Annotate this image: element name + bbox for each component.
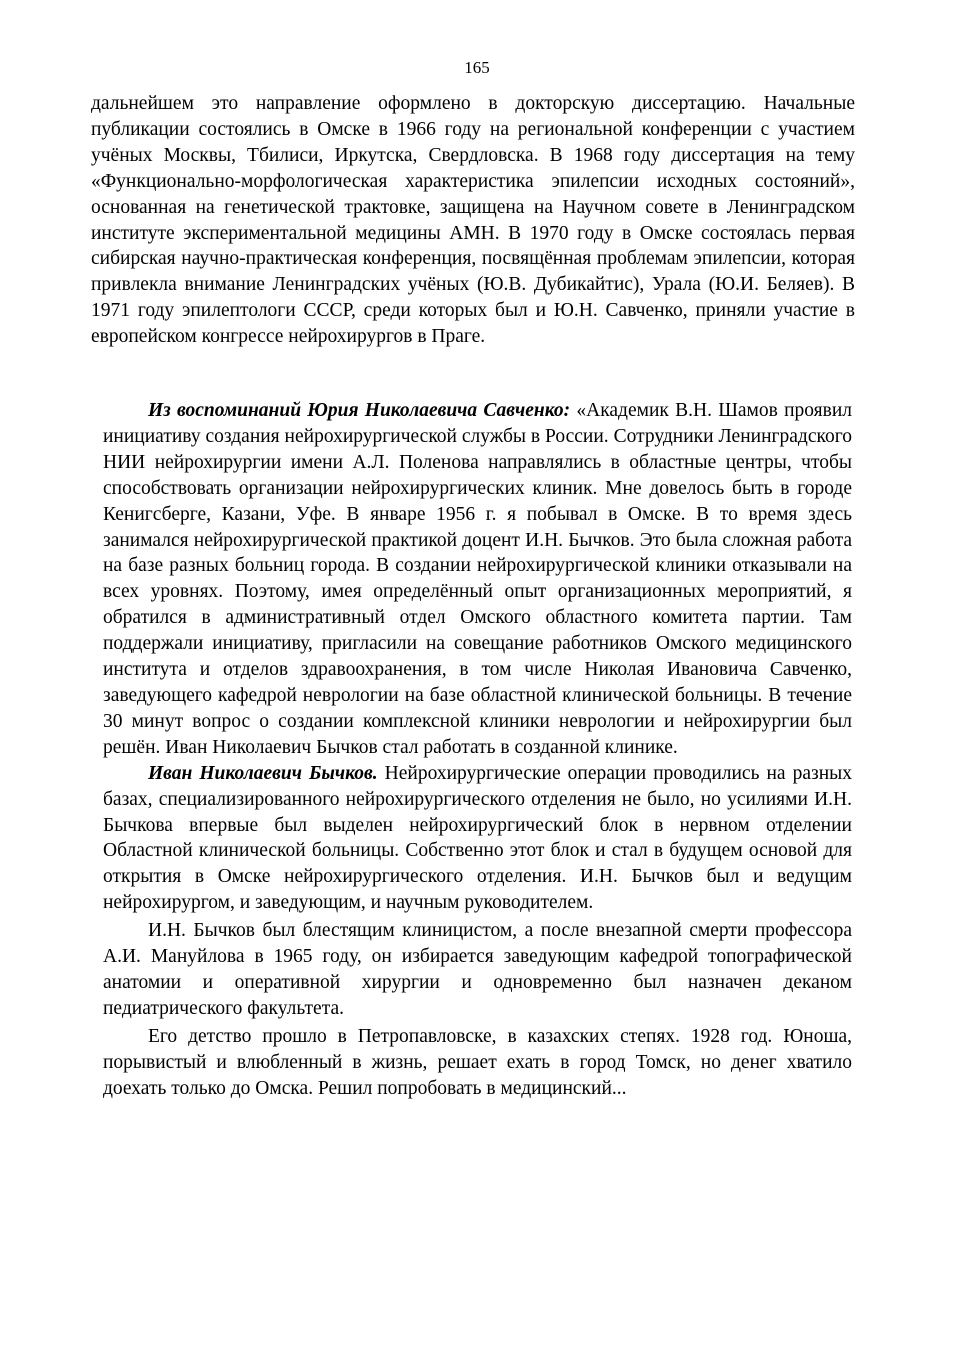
text-block-top <box>91 91 855 350</box>
paragraph-dissertation: дальнейшем это направление оформлено в докторскую диссертацию. Начальные публикации состоялись в Омске в 1966 году на региональной конференции с участием учёных Москвы, Тбилиси, Иркутска, Свердловска. В 1968 году диссертация на тему «Функционально-морфологическая характеристика эпилепсии исходных состояний», основанная на генетической трактовке, защищена на Научном совете в Ленинградском институте экспериментальной медицины АМН. В 1970 году в Омске состоялась первая сибирская научно-практическая конференция, посвящённая проблемам эпилепсии, которая привлекла внимание Ленинградских учёных (Ю.В. Дубикайтис), Урала (Ю.И. Беляев). В 1971 году эпилептологи СССР, среди которых был и Ю.Н. Савченко, приняли участие в европейском конгрессе нейрохирургов в Праге. <box>91 93 855 348</box>
text-block-memoirs <box>103 398 852 1101</box>
memoirs-text: «Академик В.Н. Шамов проявил инициативу создания нейрохирургической службы в России. Сотрудники Ленинградского НИИ нейрохирургии имени А.Л. Поленова направлялись в областные центры, чтобы способствовать организации нейрохирургических клиник. Мне довелось быть в городе Кенигсберге, Казани, Уфе. В январе 1956 г. я побывал в Омске. В то время здесь занимался нейрохирургической практикой доцент И.Н. Бычков. Это была сложная работа на базе разных больниц города. В создании нейрохирургической клиники отказывали на всех уровнях. Поэтому, имея определённый опыт организационных мероприятий, я обратился в административный отдел Омского областного комитета партии. Там поддержали инициативу, пригласили на совещание работников Омского медицинского института и отделов здравоохранения, в том числе Николая Ивановича Савченко, заведующего кафедрой неврологии на базе областной клинической больницы. В течение 30 минут вопрос о создании комплексной клиники неврологии и нейрохирургии был решён. Иван Николаевич Бычков стал работать в созданной клинике. <box>103 400 852 758</box>
page-number: 165 <box>464 58 490 77</box>
paragraph-memoirs <box>103 398 852 761</box>
paragraph-bychkov <box>103 761 852 916</box>
bychkov-text: Нейрохирургические операции проводились на разных базах, специализированного нейрохирургического отделения не было, но усилиями И.Н. Бычкова впервые был выделен нейрохирургический блок в нервном отделении Областной клинической больницы. Собственно этот блок и стал в будущем основой для открытия в Омске нейрохирургического отделения. И.Н. Бычков был и ведущим нейрохирургом, и заведующим, и научным руководителем. <box>103 762 852 914</box>
paragraph-clinician: И.Н. Бычков был блестящим клиницистом, а после внезапной смерти профессора А.И. Мануйлова в 1965 году, он избирается заведующим кафедрой топографической анатомии и оперативной хирургии и одновременно был назначен деканом педиатрического факультета. <box>103 920 852 1019</box>
bychkov-heading: Иван Николаевич Бычков. <box>148 762 378 784</box>
paragraph-childhood: Его детство прошло в Петропавловске, в казахских степях. 1928 год. Юноша, порывистый и влюбленный в жизнь, решает ехать в город Томск, но денег хватило доехать только до Омска. Решил попробовать в медицинский... <box>103 1025 852 1099</box>
memoirs-heading: Из воспоминаний Юрия Николаевича Савченко: <box>148 400 571 421</box>
